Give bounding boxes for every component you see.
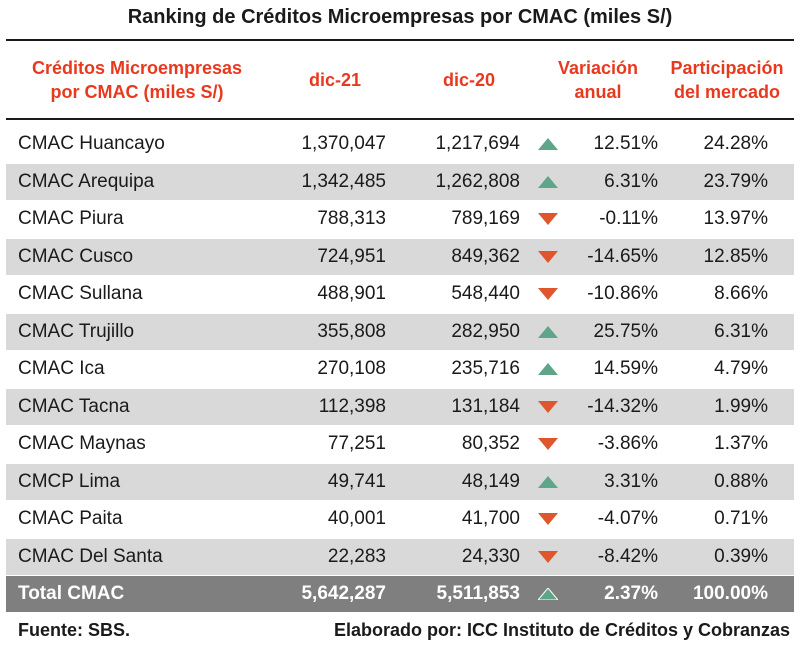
variacion-cell: 14.59% bbox=[593, 358, 658, 379]
variacion-cell: -14.32% bbox=[587, 395, 658, 417]
table-row bbox=[6, 126, 794, 162]
trend-down-icon bbox=[538, 401, 558, 413]
dic-21-cell: 788,313 bbox=[317, 208, 386, 229]
cmac-name-cell: CMAC Del Santa bbox=[18, 545, 163, 567]
cmac-name-cell: CMAC Cusco bbox=[18, 245, 134, 267]
header-divider bbox=[6, 118, 794, 120]
dic-20-cell: 1,262,808 bbox=[435, 170, 520, 192]
header-name-line-1: Créditos Microempresas bbox=[31, 58, 243, 78]
table-row bbox=[6, 426, 794, 462]
variacion-cell: -14.65% bbox=[587, 245, 658, 267]
header-dic-21: dic-21 bbox=[308, 70, 362, 90]
cmac-name-cell: CMCP Lima bbox=[18, 470, 121, 492]
participacion-cell: 8.66% bbox=[714, 283, 768, 304]
header-variacion-line-2: anual bbox=[574, 82, 622, 102]
header-variacion bbox=[538, 56, 658, 104]
cmac-name-cell: CMAC Piura bbox=[18, 208, 124, 229]
trend-down-icon bbox=[538, 551, 558, 563]
dic-21-cell: 270,108 bbox=[317, 358, 386, 379]
cmac-name-cell: CMAC Maynas bbox=[18, 433, 146, 454]
participacion-cell: 6.31% bbox=[714, 320, 768, 342]
variacion-cell: -8.42% bbox=[597, 545, 658, 567]
footer-source: Fuente: SBS. bbox=[18, 620, 131, 640]
table-row bbox=[6, 201, 794, 237]
dic-21-cell: 22,283 bbox=[327, 545, 386, 567]
variacion-cell: -3.86% bbox=[597, 433, 658, 454]
dic-20-cell: 1,217,694 bbox=[435, 133, 520, 154]
header-participacion-line-2: del mercado bbox=[673, 82, 781, 102]
dic-20-cell: 282,950 bbox=[451, 320, 520, 342]
participacion-cell: 23.79% bbox=[703, 170, 768, 192]
table-row bbox=[6, 351, 794, 387]
header-participacion-line-1: Participación bbox=[670, 58, 784, 78]
cmac-name-cell: CMAC Paita bbox=[18, 508, 123, 529]
participacion-cell: 12.85% bbox=[703, 245, 768, 267]
trend-up-icon bbox=[538, 326, 558, 338]
variacion-cell: -10.86% bbox=[587, 283, 658, 304]
table-row bbox=[6, 389, 794, 425]
trend-up-icon bbox=[538, 176, 558, 188]
table-title: Ranking de Créditos Microempresas por CMAC (miles S/) bbox=[127, 6, 673, 28]
header-variacion-line-1: Variación bbox=[557, 58, 639, 78]
cmac-name-cell: CMAC Arequipa bbox=[18, 170, 155, 192]
dic-21-cell: 355,808 bbox=[317, 320, 386, 342]
cmac-name-cell: Total CMAC bbox=[18, 583, 125, 604]
dic-21-cell: 488,901 bbox=[317, 283, 386, 304]
cmac-name-cell: CMAC Sullana bbox=[18, 283, 143, 304]
table-row bbox=[6, 464, 794, 500]
trend-up-icon bbox=[538, 363, 558, 375]
dic-20-cell: 24,330 bbox=[461, 545, 520, 567]
participacion-cell: 1.37% bbox=[714, 433, 768, 454]
variacion-cell: 25.75% bbox=[593, 320, 658, 342]
cmac-name-cell: CMAC Ica bbox=[18, 358, 105, 379]
dic-20-cell: 548,440 bbox=[451, 283, 520, 304]
dic-21-cell: 724,951 bbox=[317, 245, 386, 267]
cmac-name-cell: CMAC Trujillo bbox=[18, 320, 135, 342]
participacion-cell: 24.28% bbox=[703, 133, 768, 154]
table-row bbox=[6, 239, 794, 275]
dic-20-cell: 5,511,853 bbox=[436, 583, 520, 604]
dic-20-cell: 131,184 bbox=[451, 395, 520, 417]
dic-21-cell: 1,370,047 bbox=[301, 133, 386, 154]
trend-down-icon bbox=[538, 513, 558, 525]
table-row bbox=[6, 164, 794, 200]
variacion-cell: -4.07% bbox=[597, 508, 658, 529]
header-participacion bbox=[660, 56, 794, 104]
variacion-cell: 6.31% bbox=[604, 170, 658, 192]
variacion-cell: 2.37% bbox=[604, 583, 658, 604]
dic-21-cell: 112,398 bbox=[318, 395, 386, 417]
trend-up-icon bbox=[538, 588, 558, 600]
trend-up-icon bbox=[538, 138, 558, 150]
dic-20-cell: 41,700 bbox=[461, 508, 520, 529]
table-row bbox=[6, 276, 794, 312]
dic-20-cell: 789,169 bbox=[451, 208, 520, 229]
variacion-cell: 3.31% bbox=[604, 470, 658, 492]
footer-credit: Elaborado por: ICC Instituto de Créditos y Cobranzas bbox=[333, 620, 790, 640]
header-dic-20: dic-20 bbox=[442, 70, 496, 90]
trend-down-icon bbox=[538, 213, 558, 225]
trend-down-icon bbox=[538, 251, 558, 263]
trend-up-icon bbox=[538, 476, 558, 488]
header-name-line-2: por CMAC (miles S/) bbox=[50, 82, 224, 102]
table-row bbox=[6, 539, 794, 575]
title-divider bbox=[6, 39, 794, 41]
participacion-cell: 0.71% bbox=[714, 508, 768, 529]
total-row bbox=[6, 576, 794, 612]
trend-down-icon bbox=[538, 438, 558, 450]
header-name bbox=[6, 56, 268, 104]
trend-down-icon bbox=[538, 288, 558, 300]
table-row bbox=[6, 501, 794, 537]
dic-21-cell: 1,342,485 bbox=[301, 170, 386, 192]
participacion-cell: 100.00% bbox=[692, 583, 768, 604]
participacion-cell: 0.39% bbox=[714, 545, 768, 567]
participacion-cell: 0.88% bbox=[714, 470, 768, 492]
variacion-cell: -0.11% bbox=[599, 208, 658, 229]
dic-20-cell: 849,362 bbox=[451, 245, 520, 267]
dic-20-cell: 48,149 bbox=[461, 470, 520, 492]
dic-21-cell: 40,001 bbox=[327, 508, 386, 529]
dic-21-cell: 77,251 bbox=[327, 433, 386, 454]
cmac-name-cell: CMAC Tacna bbox=[18, 395, 130, 417]
dic-20-cell: 80,352 bbox=[461, 433, 520, 454]
cmac-name-cell: CMAC Huancayo bbox=[18, 133, 165, 154]
dic-21-cell: 49,741 bbox=[327, 470, 386, 492]
table-row bbox=[6, 314, 794, 350]
dic-21-cell: 5,642,287 bbox=[301, 583, 386, 604]
participacion-cell: 4.79% bbox=[714, 358, 768, 379]
dic-20-cell: 235,716 bbox=[451, 358, 520, 379]
variacion-cell: 12.51% bbox=[593, 133, 658, 154]
participacion-cell: 1.99% bbox=[714, 395, 768, 417]
participacion-cell: 13.97% bbox=[703, 208, 768, 229]
